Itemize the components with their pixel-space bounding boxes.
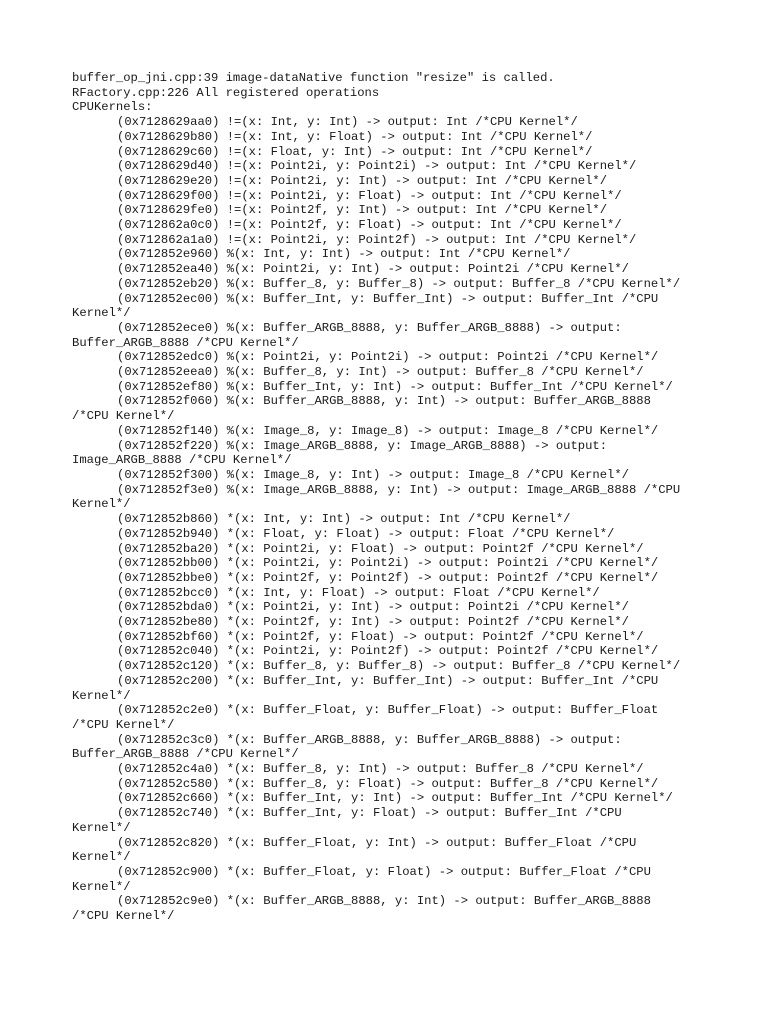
log-line: (0x712852bda0) *(x: Point2i, y: Int) -> output: Point2i /*CPU Kernel*/ — [117, 600, 629, 615]
log-line: (0x7128629e20) !=(x: Point2i, y: Int) -> output: Int /*CPU Kernel*/ — [117, 173, 608, 188]
log-line: (0x7128629aa0) !=(x: Int, y: Int) -> output: Int /*CPU Kernel*/ — [117, 115, 578, 130]
log-line: (0x712852f220) %(x: Image_ARGB_8888, y: Image_ARGB_8888) -> output: — [117, 438, 608, 453]
log-line: (0x712852bb00) *(x: Point2i, y: Point2i) -> output: Point2i /*CPU Kernel*/ — [117, 556, 659, 571]
log-line: Kernel*/ — [72, 688, 131, 703]
log-line: (0x712852edc0) %(x: Point2i, y: Point2i) -> output: Point2i /*CPU Kernel*/ — [117, 350, 659, 365]
log-line: (0x7128629f00) !=(x: Point2i, y: Float) -> output: Int /*CPU Kernel*/ — [117, 188, 622, 203]
log-line: (0x712852b860) *(x: Int, y: Int) -> output: Int /*CPU Kernel*/ — [117, 512, 571, 527]
log-line: /*CPU Kernel*/ — [72, 409, 175, 424]
log-line: (0x712852e960) %(x: Int, y: Int) -> output: Int /*CPU Kernel*/ — [117, 247, 571, 262]
log-line: (0x712852ef80) %(x: Buffer_Int, y: Int) -> output: Buffer_Int /*CPU Kernel*/ — [117, 379, 673, 394]
log-line: (0x712852ec00) %(x: Buffer_Int, y: Buffer_Int) -> output: Buffer_Int /*CPU — [117, 291, 659, 306]
log-line: (0x712852ba20) *(x: Point2i, y: Float) -> output: Point2f /*CPU Kernel*/ — [117, 541, 644, 556]
log-line: (0x712852c820) *(x: Buffer_Float, y: Int) -> output: Buffer_Float /*CPU — [117, 835, 637, 850]
log-line: (0x712852c4a0) *(x: Buffer_8, y: Int) -> output: Buffer_8 /*CPU Kernel*/ — [117, 762, 644, 777]
log-line: (0x712852f060) %(x: Buffer_ARGB_8888, y: Int) -> output: Buffer_ARGB_8888 — [117, 394, 651, 409]
log-line: (0x7128629d40) !=(x: Point2i, y: Point2i) -> output: Int /*CPU Kernel*/ — [117, 159, 637, 174]
log-line: (0x7128629b80) !=(x: Int, y: Float) -> output: Int /*CPU Kernel*/ — [117, 129, 593, 144]
log-line: (0x712862a1a0) !=(x: Point2i, y: Point2f) -> output: Int /*CPU Kernel*/ — [117, 232, 637, 247]
log-line: (0x712852f3e0) %(x: Image_ARGB_8888, y: Int) -> output: Image_ARGB_8888 /*CPU — [117, 482, 681, 497]
log-line: (0x712852c740) *(x: Buffer_Int, y: Float) -> output: Buffer_Int /*CPU — [117, 806, 622, 821]
log-line: Kernel*/ — [72, 306, 131, 321]
log-line: (0x7128629fe0) !=(x: Point2f, y: Int) -> output: Int /*CPU Kernel*/ — [117, 203, 608, 218]
log-line: /*CPU Kernel*/ — [72, 909, 175, 924]
log-text-block — [72, 71, 700, 924]
log-line: Kernel*/ — [72, 820, 131, 835]
log-line: (0x712852f140) %(x: Image_8, y: Image_8) -> output: Image_8 /*CPU Kernel*/ — [117, 423, 659, 438]
log-line: (0x712852f300) %(x: Image_8, y: Int) -> output: Image_8 /*CPU Kernel*/ — [117, 467, 629, 482]
log-line: Image_ARGB_8888 /*CPU Kernel*/ — [72, 453, 292, 468]
log-line: (0x712852c900) *(x: Buffer_Float, y: Float) -> output: Buffer_Float /*CPU — [117, 864, 651, 879]
log-line: Buffer_ARGB_8888 /*CPU Kernel*/ — [72, 747, 299, 762]
log-line: (0x712852c580) *(x: Buffer_8, y: Float) -> output: Buffer_8 /*CPU Kernel*/ — [117, 776, 659, 791]
log-line: (0x712852c2e0) *(x: Buffer_Float, y: Buffer_Float) -> output: Buffer_Float — [117, 703, 659, 718]
log-line: (0x712852be80) *(x: Point2f, y: Int) -> output: Point2f /*CPU Kernel*/ — [117, 615, 629, 630]
log-line: /*CPU Kernel*/ — [72, 717, 175, 732]
log-line: (0x712852bbe0) *(x: Point2f, y: Point2f) -> output: Point2f /*CPU Kernel*/ — [117, 570, 659, 585]
log-line: (0x712852ece0) %(x: Buffer_ARGB_8888, y: Buffer_ARGB_8888) -> output: — [117, 320, 622, 335]
log-line: (0x712852c120) *(x: Buffer_8, y: Buffer_8) -> output: Buffer_8 /*CPU Kernel*/ — [117, 659, 681, 674]
log-line: Buffer_ARGB_8888 /*CPU Kernel*/ — [72, 335, 299, 350]
log-line: (0x712852c9e0) *(x: Buffer_ARGB_8888, y: Int) -> output: Buffer_ARGB_8888 — [117, 894, 651, 909]
log-line: (0x712852c3c0) *(x: Buffer_ARGB_8888, y: Buffer_ARGB_8888) -> output: — [117, 732, 622, 747]
log-line: (0x712852bf60) *(x: Point2f, y: Float) -> output: Point2f /*CPU Kernel*/ — [117, 629, 644, 644]
log-line: CPUKernels: — [72, 100, 153, 115]
log-line: (0x712852c660) *(x: Buffer_Int, y: Int) -> output: Buffer_Int /*CPU Kernel*/ — [117, 791, 673, 806]
log-line: (0x712852bcc0) *(x: Int, y: Float) -> output: Float /*CPU Kernel*/ — [117, 585, 600, 600]
log-line: (0x712852b940) *(x: Float, y: Float) -> output: Float /*CPU Kernel*/ — [117, 526, 615, 541]
log-line: (0x712852ea40) %(x: Point2i, y: Int) -> output: Point2i /*CPU Kernel*/ — [117, 262, 629, 277]
log-line: (0x712852c200) *(x: Buffer_Int, y: Buffer_Int) -> output: Buffer_Int /*CPU — [117, 673, 659, 688]
log-line: Kernel*/ — [72, 850, 131, 865]
log-line: RFactory.cpp:226 All registered operations — [72, 85, 380, 100]
log-line: (0x712852eea0) %(x: Buffer_8, y: Int) -> output: Buffer_8 /*CPU Kernel*/ — [117, 365, 644, 380]
log-line: (0x712862a0c0) !=(x: Point2f, y: Float) -> output: Int /*CPU Kernel*/ — [117, 218, 622, 233]
log-line: (0x712852eb20) %(x: Buffer_8, y: Buffer_8) -> output: Buffer_8 /*CPU Kernel*/ — [117, 276, 681, 291]
log-line: Kernel*/ — [72, 879, 131, 894]
log-line: (0x7128629c60) !=(x: Float, y: Int) -> output: Int /*CPU Kernel*/ — [117, 144, 593, 159]
log-line: (0x712852c040) *(x: Point2i, y: Point2f) -> output: Point2f /*CPU Kernel*/ — [117, 644, 659, 659]
log-line: Kernel*/ — [72, 497, 131, 512]
log-line: buffer_op_jni.cpp:39 image-dataNative function "resize" is called. — [72, 71, 555, 85]
